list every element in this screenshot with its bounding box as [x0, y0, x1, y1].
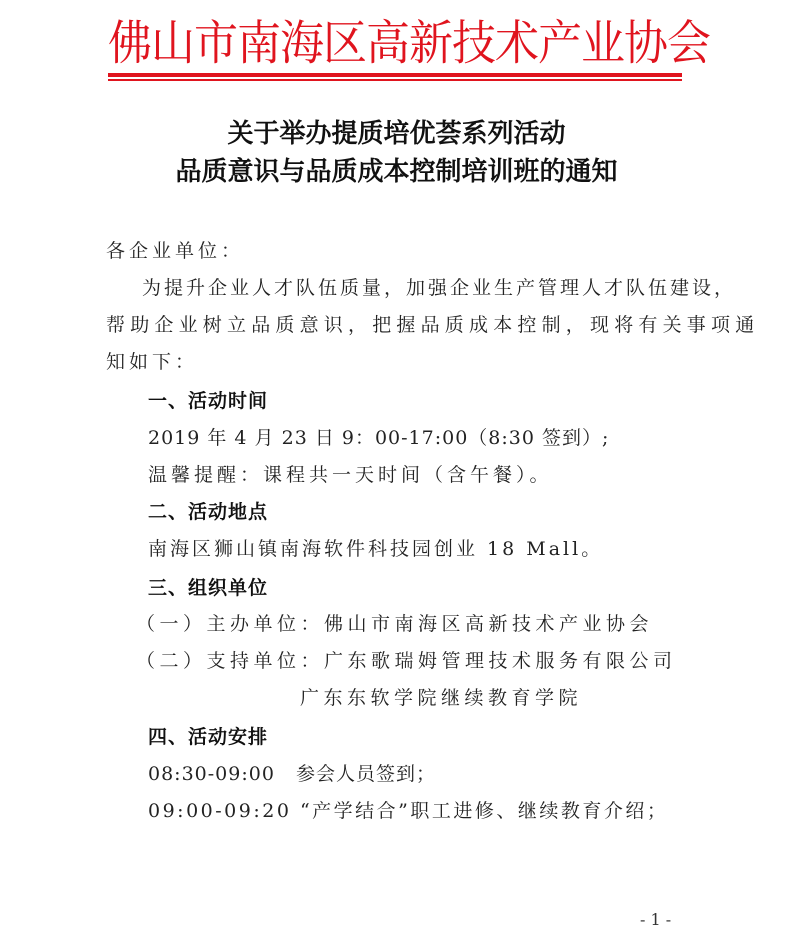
event-date-line: 2019 年 4 月 23 日 9：00-17:00（8:30 签到）;: [148, 427, 610, 449]
letterhead-rule-thin: [108, 79, 682, 81]
organization-letterhead: 佛山市南海区高新技术产业协会: [108, 16, 710, 72]
supporting-organizer-line2: 广东东软学院继续教育学院: [300, 687, 583, 709]
intro-line3: 知如下：: [106, 351, 199, 373]
section-heading-organizers: 三、组织单位: [148, 577, 269, 599]
intro-line2: 帮助企业树立品质意识，把握品质成本控制，现将有关事项通: [106, 314, 760, 336]
section-heading-schedule: 四、活动安排: [148, 726, 269, 748]
event-location-line: 南海区狮山镇南海软件科技园创业 18 Mall。: [148, 538, 604, 560]
intro-line1: 为提升企业人才队伍质量，加强企业生产管理人才队伍建设，: [142, 277, 737, 299]
document-title-line2: 品质意识与品质成本控制培训班的通知: [175, 157, 618, 187]
host-organizer-line: （一）主办单位：佛山市南海区高新技术产业协会: [136, 613, 654, 635]
section-heading-location: 二、活动地点: [148, 501, 269, 523]
supporting-organizer-line1: （二）支持单位：广东歌瑞姆管理技术服务有限公司: [136, 650, 677, 672]
schedule-item-2: 09:00-09:20 “产学结合”职工进修、继续教育介绍；: [148, 800, 669, 822]
page-number: - 1 -: [640, 910, 672, 929]
schedule-item-1: 08:30-09:00 参会人员签到；: [148, 763, 437, 785]
salutation: 各企业单位：: [106, 240, 245, 262]
section-heading-time: 一、活动时间: [148, 390, 269, 412]
event-reminder-line: 温馨提醒：课程共一天时间（含午餐）。: [148, 464, 553, 486]
letterhead-rule-thick: [108, 73, 682, 77]
document-title-line1: 关于举办提质培优荟系列活动: [227, 119, 566, 149]
